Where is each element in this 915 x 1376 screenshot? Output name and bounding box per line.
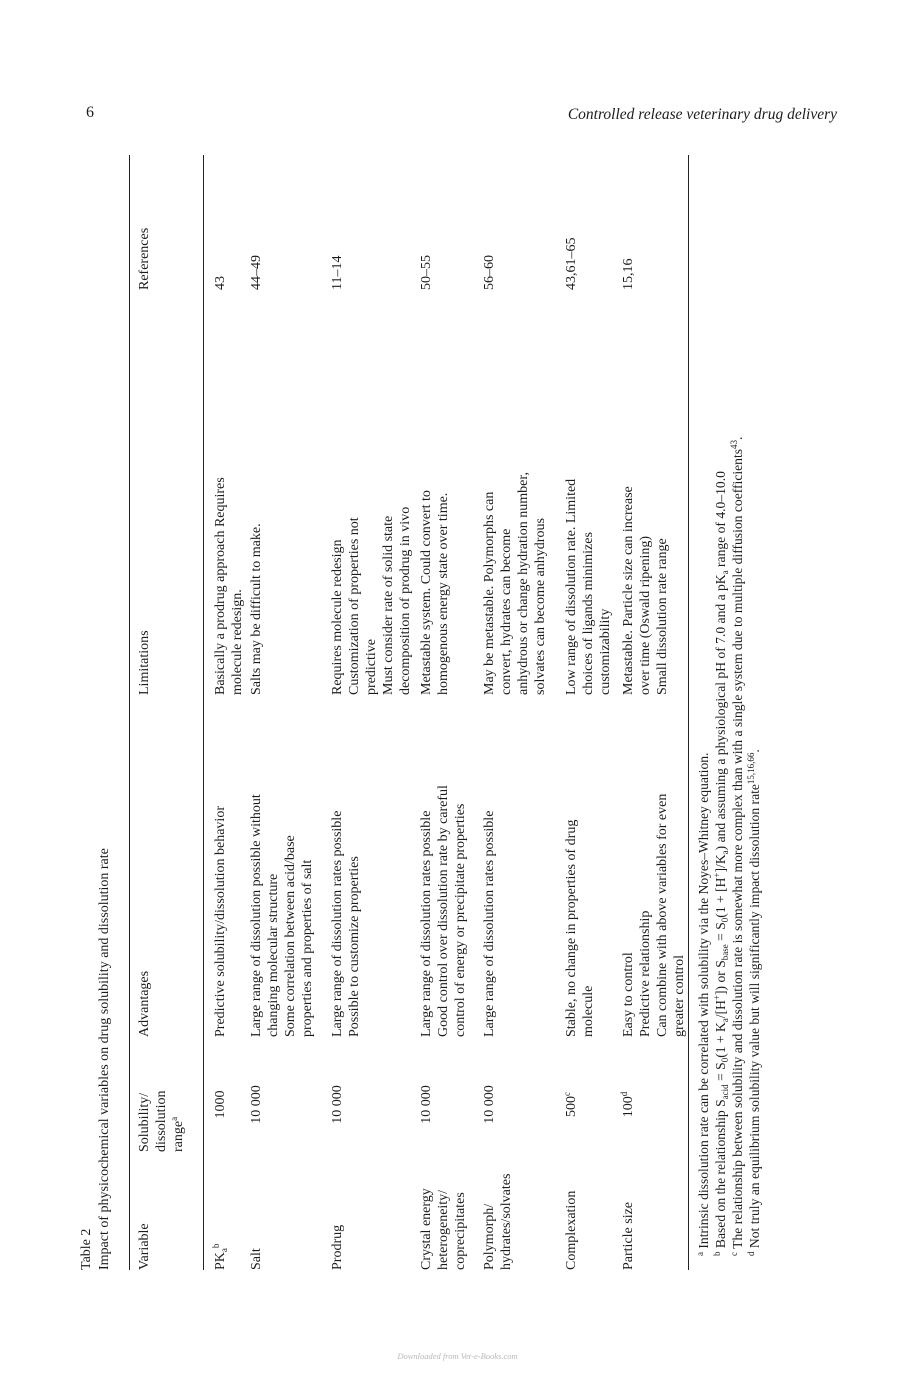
cell-variable: $PK_a^b$	[211, 1243, 229, 1270]
cell-variable: Salt	[249, 1248, 264, 1270]
cell-references: 43	[213, 276, 228, 290]
cell-range: 1000	[213, 1090, 228, 1119]
rotated-table-block	[78, 40, 838, 1270]
cell-advantages: Large range of dissolution possible without changing molecular structure Some correlation between acid/base properties and properties of salt	[249, 794, 315, 1037]
cell-advantages: Large range of dissolution rates possible	[482, 810, 497, 1037]
cell-advantages: Stable, no change in properties of drug molecule	[564, 819, 596, 1037]
header-range: Solubility/ dissolution range$^a$	[137, 1090, 186, 1152]
cell-range: 100$^d$	[619, 1091, 636, 1118]
cell-range: 500$^c$	[562, 1092, 579, 1117]
cell-advantages: Easy to control Predictive relationship Can combine with above variables for even greater control	[621, 793, 687, 1037]
table-top-rule	[129, 155, 130, 1270]
cell-variable: Prodrug	[330, 1224, 345, 1270]
cell-range: 10 000	[330, 1085, 345, 1124]
cell-limitations: Salts may be difficult to make.	[249, 523, 264, 695]
cell-advantages: Predictive solubility/dissolution behavior	[213, 806, 228, 1037]
cell-limitations: Basically a prodrug approach Requires molecule redesign.	[213, 477, 245, 695]
cell-references: 43,61–65	[564, 237, 579, 290]
footnote-d: $^d$ Not truly an equilibrium solubility value but will significantly impact dissolution rate$^{15,16,66}$.	[746, 749, 762, 1256]
header-advantages: Advantages	[137, 970, 152, 1037]
cell-limitations: Metastable system. Could convert to homogenous energy state over time.	[419, 490, 451, 695]
cell-advantages: Large range of dissolution rates possible Good control over dissolution rate by careful control of energy or precipitate properties	[419, 785, 468, 1037]
cell-limitations: Metastable. Particle size can increase over time (Oswald ripening) Small dissolution rate range	[621, 486, 670, 695]
cell-references: 56–60	[482, 255, 497, 290]
running-head: Controlled release veterinary drug delivery	[567, 106, 837, 123]
cell-variable: Particle size	[621, 1201, 636, 1270]
cell-range: 10 000	[482, 1085, 497, 1124]
table-header-rule	[203, 155, 204, 1270]
footnote-c: $^c$ The relationship between solubility and dissolution rate is somewhat more complex than with a single system due to multiple diffusion coefficients$^{43}$.	[729, 436, 745, 1256]
table-label: Table 2	[79, 1228, 94, 1270]
cell-range: 10 000	[419, 1085, 434, 1124]
cell-limitations: Low range of dissolution rate. Limited choices of ligands minimizes customizability	[564, 478, 613, 695]
footnote-b: $^b$ Based on the relationship $S_{acid} = S_0(1 + K_a/[H^+])$ or $S_{base} = S_0(1 + [H^+]/K_a)$ and assuming a physiological pH of 7.0 and a $pK_a$ range of 4.0–10.0	[712, 471, 730, 1256]
cell-references: 11–14	[330, 255, 345, 290]
table-footnotes	[695, 437, 763, 1256]
cell-variable: Polymorph/ hydrates/solvates	[482, 1173, 514, 1270]
footnote-a: $^a$ Intrinsic dissolution rate can be correlated with solubility via the Noyes–Whitney equation.	[695, 752, 711, 1256]
cell-limitations: Requires molecule redesign Customization of properties not predictive Must consider rate of solid state decomposition of prodrug in vivo	[330, 506, 413, 695]
cell-references: 50–55	[419, 255, 434, 290]
cell-variable: Crystal energy heterogeneity/ coprecipitates	[419, 1188, 468, 1270]
header-variable: Variable	[137, 1223, 152, 1270]
table-bottom-rule	[688, 155, 689, 1270]
cell-limitations: May be metastable. Polymorphs can convert, hydrates can become anhydrous or change hydration number, solvates can become anhydrous	[482, 472, 548, 695]
header-limitations: Limitations	[137, 630, 152, 695]
watermark: Downloaded from Vet-e-Books.com	[397, 1351, 518, 1361]
cell-variable: Complexation	[564, 1190, 579, 1270]
table-caption	[78, 848, 114, 1270]
cell-advantages: Large range of dissolution rates possible Possible to customize properties	[330, 810, 362, 1037]
cell-references: 44–49	[249, 255, 264, 290]
cell-references: 15,16	[621, 258, 636, 290]
header-references: References	[137, 227, 152, 290]
page-number: 6	[86, 104, 94, 121]
table-title: Impact of physicochemical variables on drug solubility and dissolution rate	[97, 848, 112, 1270]
cell-range: 10 000	[249, 1085, 264, 1124]
